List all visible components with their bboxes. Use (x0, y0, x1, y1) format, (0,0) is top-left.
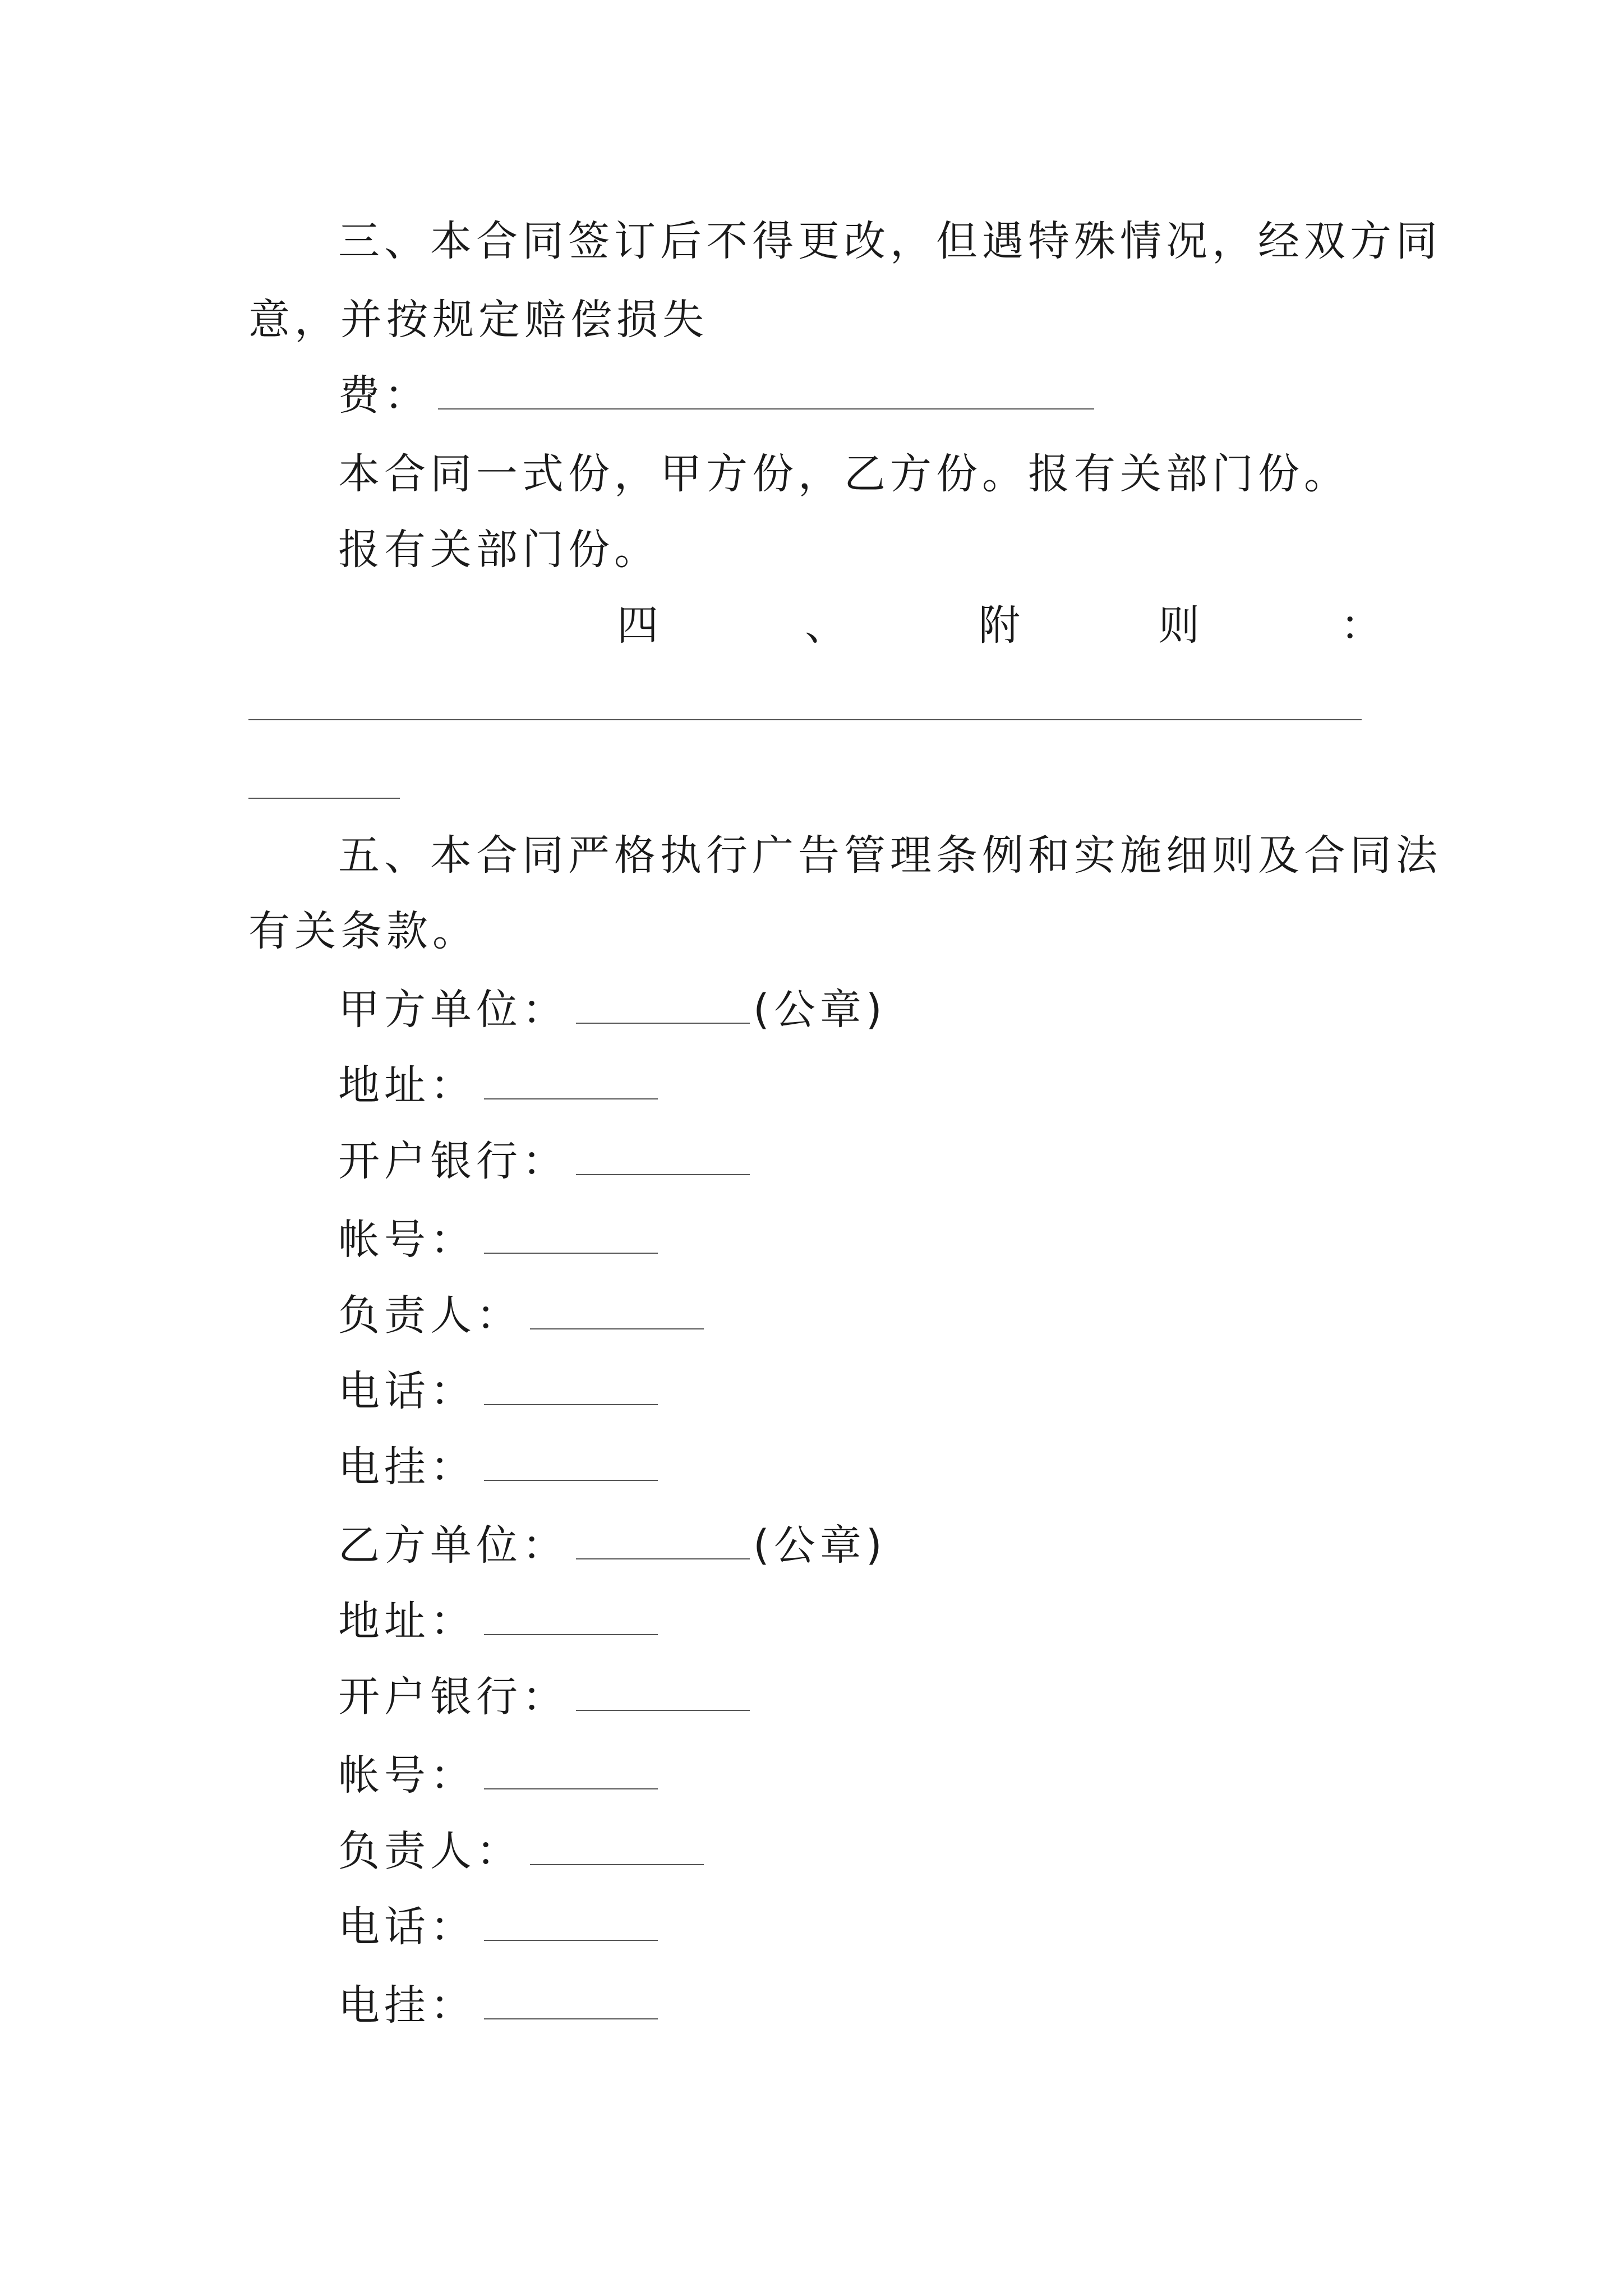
party-a-bank-row (338, 1133, 753, 1189)
clause4-char-4: 则 (1158, 601, 1200, 650)
party-b-phone-field[interactable] (484, 1901, 658, 1941)
clause3-line1: 三、本合同签订后不得更改，但遇特殊情况，经双方同 (338, 217, 1442, 265)
party-b-bank-label: 开户银行： (338, 1673, 568, 1721)
party-b-address-row (338, 1593, 661, 1649)
fee-label: 费： (338, 371, 430, 420)
clause4-char-1: 四 (617, 601, 658, 650)
party-b-telex-field[interactable] (484, 1979, 658, 2019)
party-a-phone-row (338, 1363, 661, 1419)
party-a-account-label: 帐号： (338, 1216, 476, 1264)
party-a-manager-field[interactable] (530, 1289, 704, 1329)
party-b-seal: (公章) (753, 1521, 887, 1570)
party-b-phone-row (338, 1899, 661, 1955)
clause3-line2: 意，并按规定赔偿损失 (248, 296, 708, 344)
party-a-address-field[interactable] (484, 1059, 658, 1099)
party-b-unit-row (338, 1517, 887, 1573)
party-a-manager-row (338, 1287, 707, 1343)
fee-field[interactable] (438, 369, 1094, 409)
party-b-bank-field[interactable] (576, 1671, 750, 1711)
clause4-char-2: 、 (805, 601, 846, 650)
party-b-unit-field[interactable] (576, 1519, 750, 1559)
party-a-telex-field[interactable] (484, 1441, 658, 1481)
party-a-telex-row (338, 1439, 661, 1495)
party-a-seal: (公章) (753, 986, 887, 1034)
party-b-account-field[interactable] (484, 1749, 658, 1789)
party-b-bank-row (338, 1669, 753, 1725)
party-b-phone-label: 电话： (338, 1903, 476, 1951)
party-a-unit-label: 甲方单位： (338, 986, 568, 1034)
clause4-char-3: 附 (979, 601, 1020, 650)
party-a-account-field[interactable] (484, 1213, 658, 1254)
clause4-field-line2[interactable] (248, 798, 400, 799)
clause4-char-5: ： (1340, 601, 1382, 650)
clause5-line1: 五、本合同严格执行广告管理条例和实施细则及合同法 (338, 831, 1442, 880)
party-b-unit-label: 乙方单位： (338, 1521, 568, 1570)
party-a-phone-field[interactable] (484, 1365, 658, 1405)
party-b-telex-row (338, 1977, 661, 2033)
party-b-manager-label: 负责人： (338, 1827, 522, 1875)
party-b-account-label: 帐号： (338, 1751, 476, 1800)
party-a-address-label: 地址： (338, 1061, 476, 1110)
party-b-address-field[interactable] (484, 1595, 658, 1635)
party-a-unit-row (338, 982, 887, 1038)
copies-line: 本合同一式份，甲方份，乙方份。报有关部门份。 (338, 450, 1350, 498)
clause4-field-line1[interactable] (248, 719, 1362, 720)
party-b-manager-row (338, 1823, 707, 1879)
fee-row (338, 367, 1098, 424)
party-a-manager-label: 负责人： (338, 1291, 522, 1340)
party-b-account-row (338, 1747, 661, 1803)
report-line: 报有关部门份。 (338, 526, 660, 574)
clause5-line2: 有关条款。 (248, 907, 478, 955)
party-a-account-row (338, 1212, 661, 1268)
party-a-phone-label: 电话： (338, 1367, 476, 1415)
party-a-telex-label: 电挂： (338, 1443, 476, 1491)
party-a-bank-field[interactable] (576, 1135, 750, 1175)
party-a-address-row (338, 1057, 661, 1114)
party-a-bank-label: 开户银行： (338, 1137, 568, 1185)
party-b-address-label: 地址： (338, 1597, 476, 1645)
party-b-telex-label: 电挂： (338, 1981, 476, 2030)
party-b-manager-field[interactable] (530, 1825, 704, 1865)
party-a-unit-field[interactable] (576, 983, 750, 1024)
